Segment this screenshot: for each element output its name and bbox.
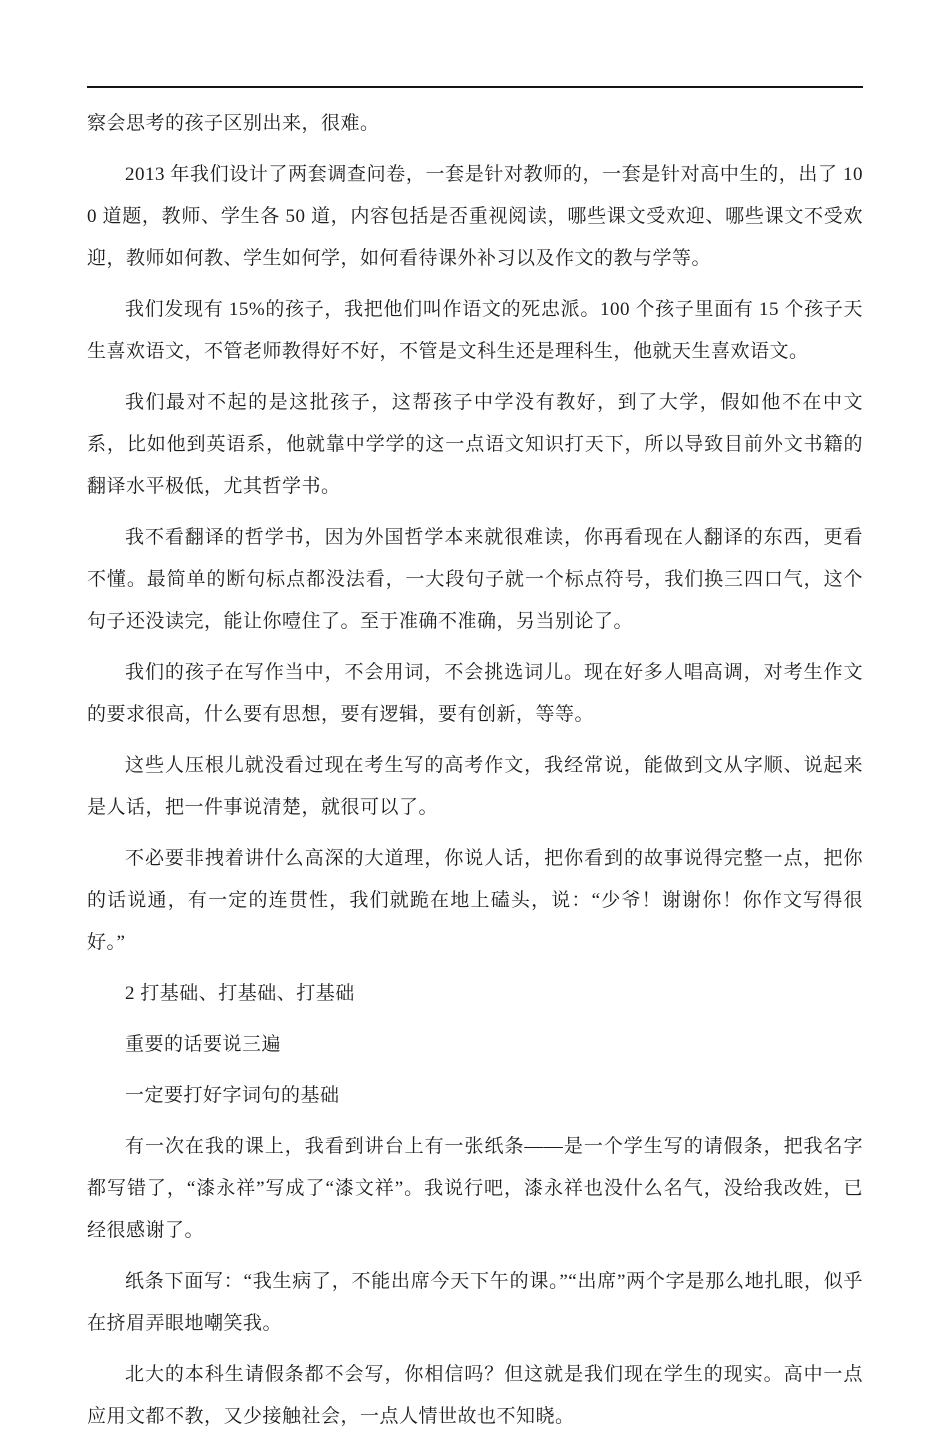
paragraph: 北大的本科生请假条都不会写，你相信吗？但这就是我们现在学生的现实。高中一点应用文都不教，又少接触社会，一点人情世故也不知晓。 — [87, 1364, 863, 1427]
paragraph: 我们最对不起的是这批孩子，这帮孩子中学没有教好，到了大学，假如他不在中文系，比如他到英语系，他就靠中学学的这一点语文知识打天下，所以导致目前外文书籍的翻译水平极低，尤其哲学书。 — [87, 392, 863, 497]
paragraph: 我们发现有 15%的孩子，我把他们叫作语文的死忠派。100 个孩子里面有 15 个孩子天生喜欢语文，不管老师教得好不好，不管是文科生还是理科生，他就天生喜欢语文。 — [87, 299, 863, 362]
section-heading: 2 打基础、打基础、打基础 — [125, 983, 355, 1004]
paragraph: 2013 年我们设计了两套调查问卷，一套是针对教师的，一套是针对高中生的，出了 100 道题，教师、学生各 50 道，内容包括是否重视阅读，哪些课文受欢迎、哪些课文不受欢迎，教师如何教、学生如何学，如何看待课外补习以及作文的教与学等。 — [87, 164, 863, 269]
paragraph: 察会思考的孩子区别出来，很难。 — [87, 113, 380, 134]
paragraph: 不必要非拽着讲什么高深的大道理，你说人话，把你看到的故事说得完整一点，把你的话说通，有一定的连贯性，我们就跪在地上磕头，说：“少爷！谢谢你！你作文写得很好。” — [87, 848, 863, 953]
paragraph: 这些人压根儿就没看过现在考生写的高考作文，我经常说，能做到文从字顺、说起来是人话，把一件事说清楚，就很可以了。 — [87, 755, 863, 818]
section-subheading: 重要的话要说三遍 — [125, 1034, 282, 1055]
section-subheading: 一定要打好字词句的基础 — [125, 1085, 340, 1106]
header-rule — [87, 86, 863, 88]
paragraph: 有一次在我的课上，我看到讲台上有一张纸条——是一个学生写的请假条，把我名字都写错了，“漆永祥”写成了“漆文祥”。我说行吧，漆永祥也没什么名气，没给我改姓，已经很感谢了。 — [87, 1136, 863, 1241]
paragraph: 我不看翻译的哲学书，因为外国哲学本来就很难读，你再看现在人翻译的东西，更看不懂。最简单的断句标点都没法看，一大段句子就一个标点符号，我们换三四口气，这个句子还没读完，能让你噎住了。至于准确不准确，另当别论了。 — [87, 527, 863, 632]
paragraph: 我们的孩子在写作当中，不会用词，不会挑选词儿。现在好多人唱高调，对考生作文的要求很高，什么要有思想，要有逻辑，要有创新，等等。 — [87, 662, 863, 725]
text-content — [87, 103, 863, 1447]
paragraph: 纸条下面写：“我生病了，不能出席今天下午的课。”“出席”两个字是那么地扎眼，似乎在挤眉弄眼地嘲笑我。 — [87, 1271, 863, 1334]
